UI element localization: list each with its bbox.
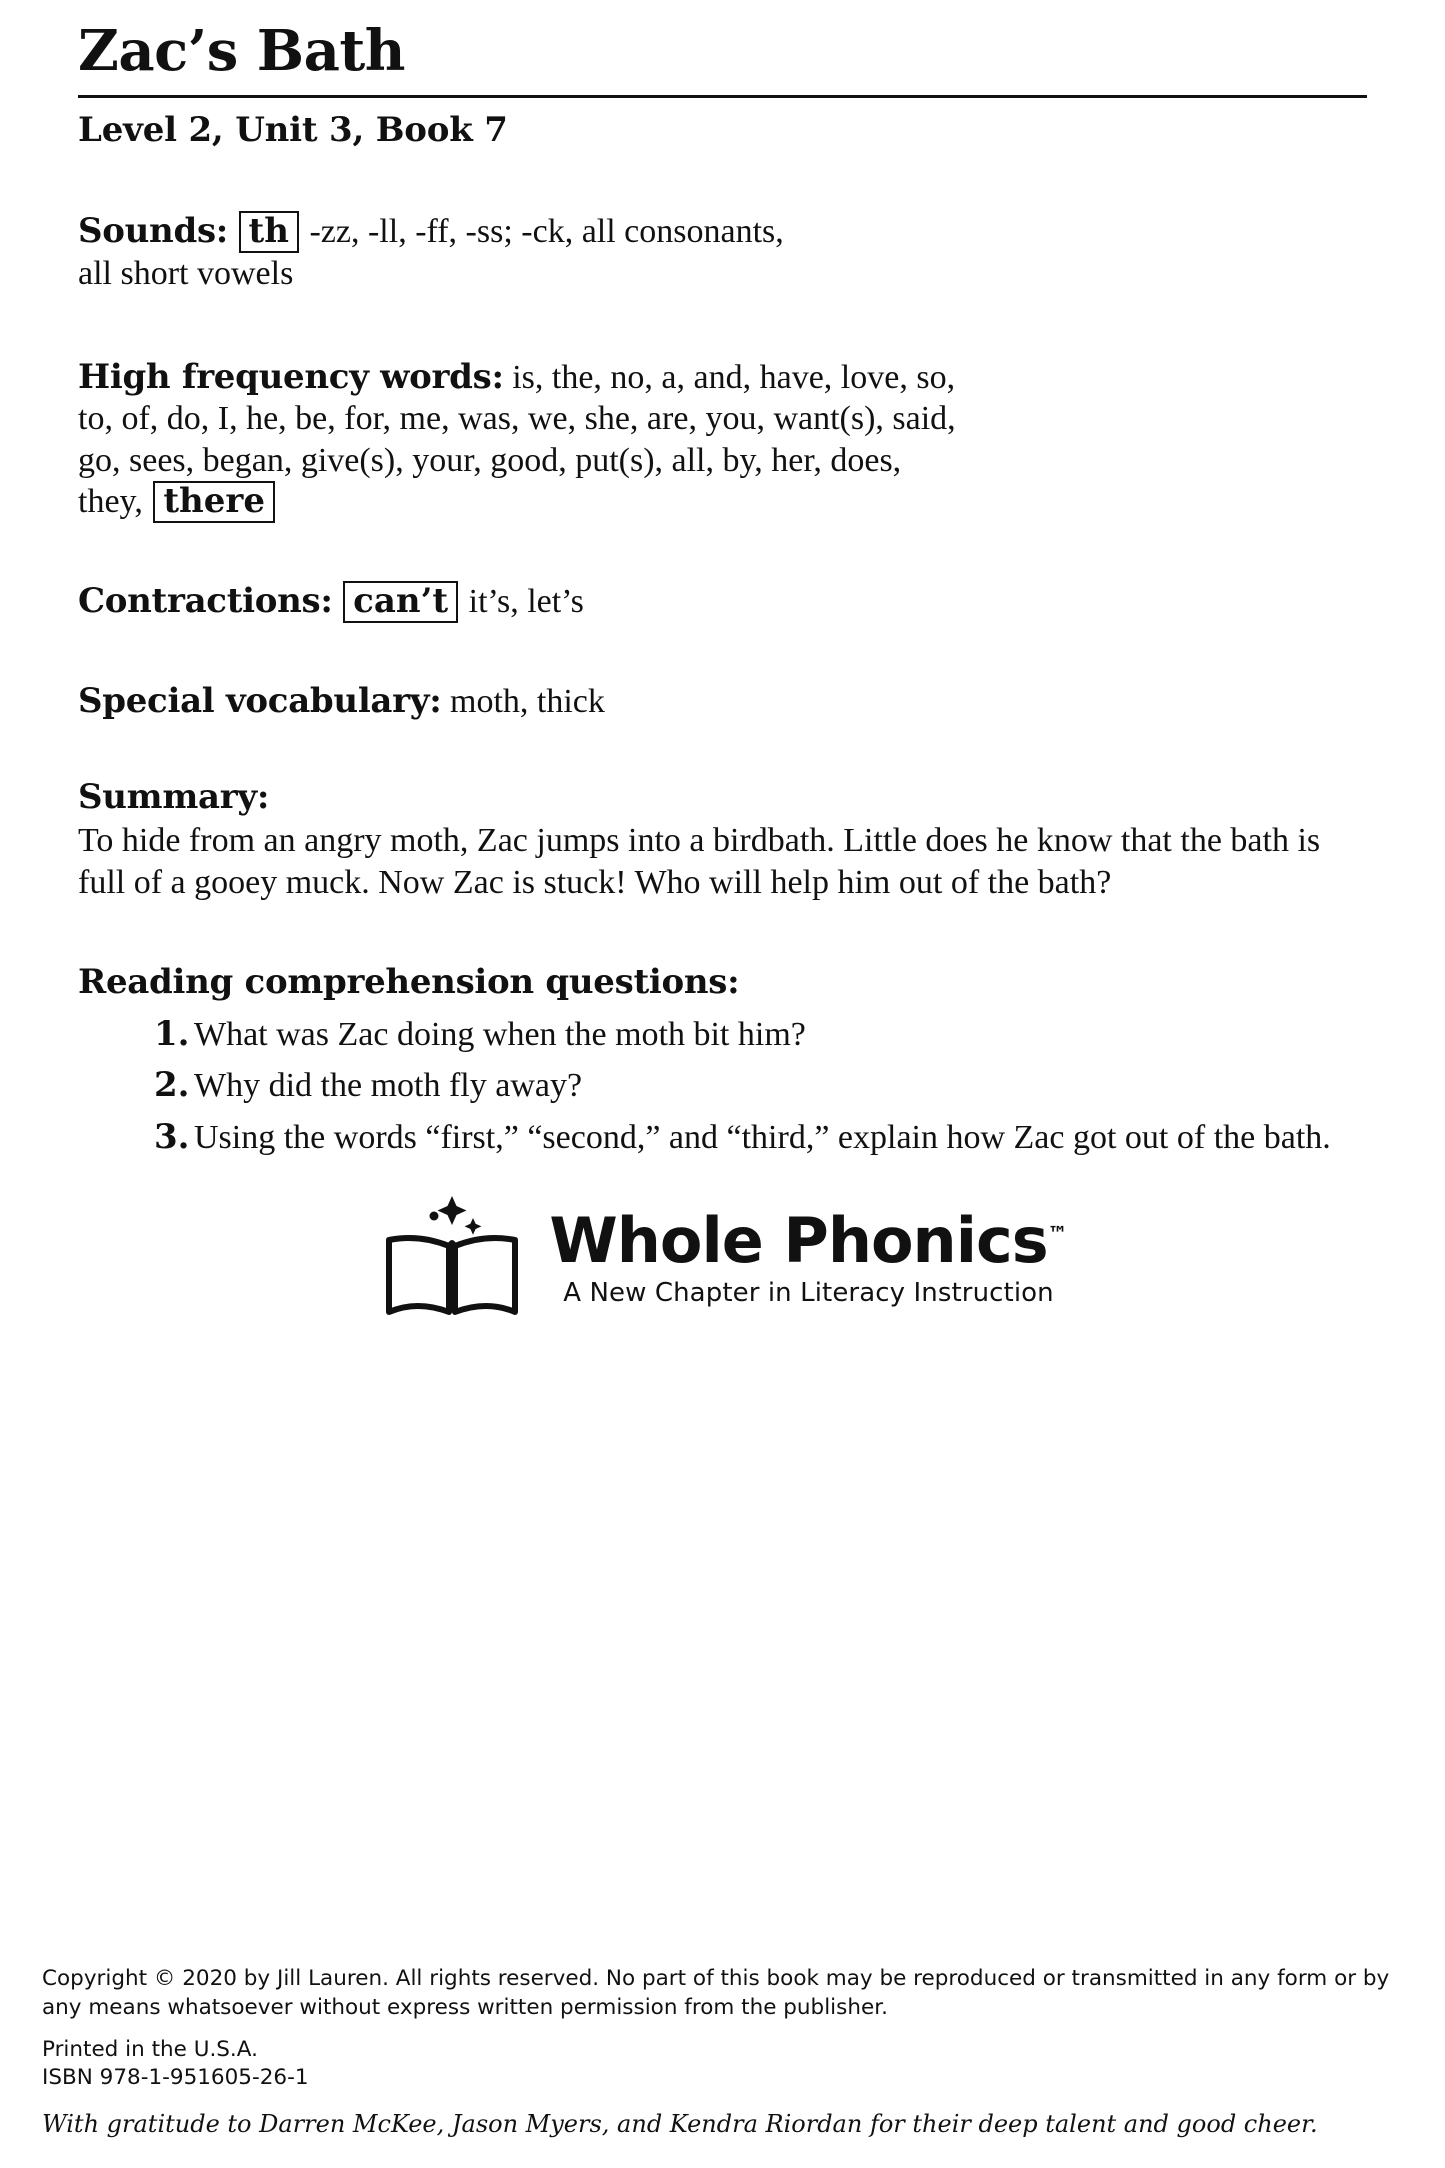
high-frequency-words-line1: is, the, no, a, and, have, love, so, — [512, 358, 956, 396]
question-text: Using the words “first,” “second,” and “third,” explain how Zac got out of the bath. — [194, 1118, 1331, 1156]
list-item — [78, 1014, 1367, 1055]
contractions-section — [78, 581, 1367, 623]
high-frequency-words-line2: to, of, do, I, he, be, for, me, was, we, she, are, you, want(s), said, — [78, 400, 956, 438]
question-number: 1. — [154, 1013, 190, 1054]
summary-label: Summary: — [78, 776, 270, 817]
list-item — [78, 1117, 1367, 1158]
reading-comprehension-question-list — [78, 1014, 1367, 1158]
copyright-text: Copyright © 2020 by Jill Lauren. All rights reserved. No part of this book may be reproduced or transmitted in any form or by any means whatsoever without express written permission from the publisher. — [42, 1965, 1390, 2020]
special-vocabulary-label: Special vocabulary: — [78, 681, 442, 722]
title-divider — [78, 95, 1367, 98]
question-text: Why did the moth fly away? — [194, 1067, 583, 1105]
summary-text: To hide from an angry moth, Zac jumps into a birdbath. Little does he know that the bath is full of a gooey muck. Now Zac is stuck! Who will help him out of the bath? — [78, 822, 1321, 902]
question-text: What was Zac doing when the moth bit him? — [194, 1015, 806, 1053]
list-item — [78, 1065, 1367, 1106]
high-frequency-words-boxed-item: there — [153, 481, 275, 523]
sounds-list: -zz, -ll, -ff, -ss; -ck, all consonants, — [309, 213, 784, 251]
question-number: 2. — [154, 1065, 190, 1106]
trademark-symbol: ™ — [1047, 1221, 1068, 1246]
high-frequency-words-label: High frequency words: — [78, 356, 504, 397]
summary-section — [78, 777, 1367, 905]
page-title: Zac’s Bath — [78, 18, 405, 84]
sounds-boxed-item: th — [239, 211, 299, 253]
question-number: 3. — [154, 1116, 190, 1157]
sounds-list-line2: all short vowels — [78, 255, 294, 293]
isbn-text: ISBN 978-1-951605-26-1 — [42, 2064, 309, 2090]
high-frequency-words-line4-prefix: they, — [78, 483, 143, 521]
special-vocabulary-section — [78, 681, 1367, 722]
high-frequency-words-line3: go, sees, began, give(s), your, good, put(s), all, by, her, does, — [78, 441, 902, 479]
printed-in-text: Printed in the U.S.A. — [42, 2036, 258, 2062]
sounds-label: Sounds: — [78, 211, 229, 252]
logo-text-block — [549, 1204, 1068, 1309]
logo-tagline: A New Chapter in Literacy Instruction — [563, 1278, 1054, 1309]
publisher-logo — [78, 1194, 1367, 1324]
reading-comprehension-section — [78, 962, 1367, 1158]
footer — [42, 1964, 1403, 2140]
logo-name — [549, 1204, 1068, 1278]
gratitude-text: With gratitude to Darren McKee, Jason Myers, and Kendra Riordan for their deep talent and good cheer. — [42, 2109, 1318, 2138]
contractions-label: Contractions: — [78, 581, 333, 622]
contractions-boxed-item: can’t — [343, 581, 458, 623]
sounds-section — [78, 211, 1367, 294]
logo-name-text: Whole Phonics — [549, 1204, 1048, 1278]
high-frequency-words-line4 — [78, 481, 1367, 523]
open-book-icon — [377, 1194, 527, 1324]
high-frequency-words-section — [78, 357, 1367, 523]
contractions-list: it’s, let’s — [468, 583, 584, 621]
reading-comprehension-label: Reading comprehension questions: — [78, 962, 740, 1003]
special-vocabulary-list: moth, thick — [450, 683, 605, 721]
page-subtitle: Level 2, Unit 3, Book 7 — [78, 109, 508, 150]
